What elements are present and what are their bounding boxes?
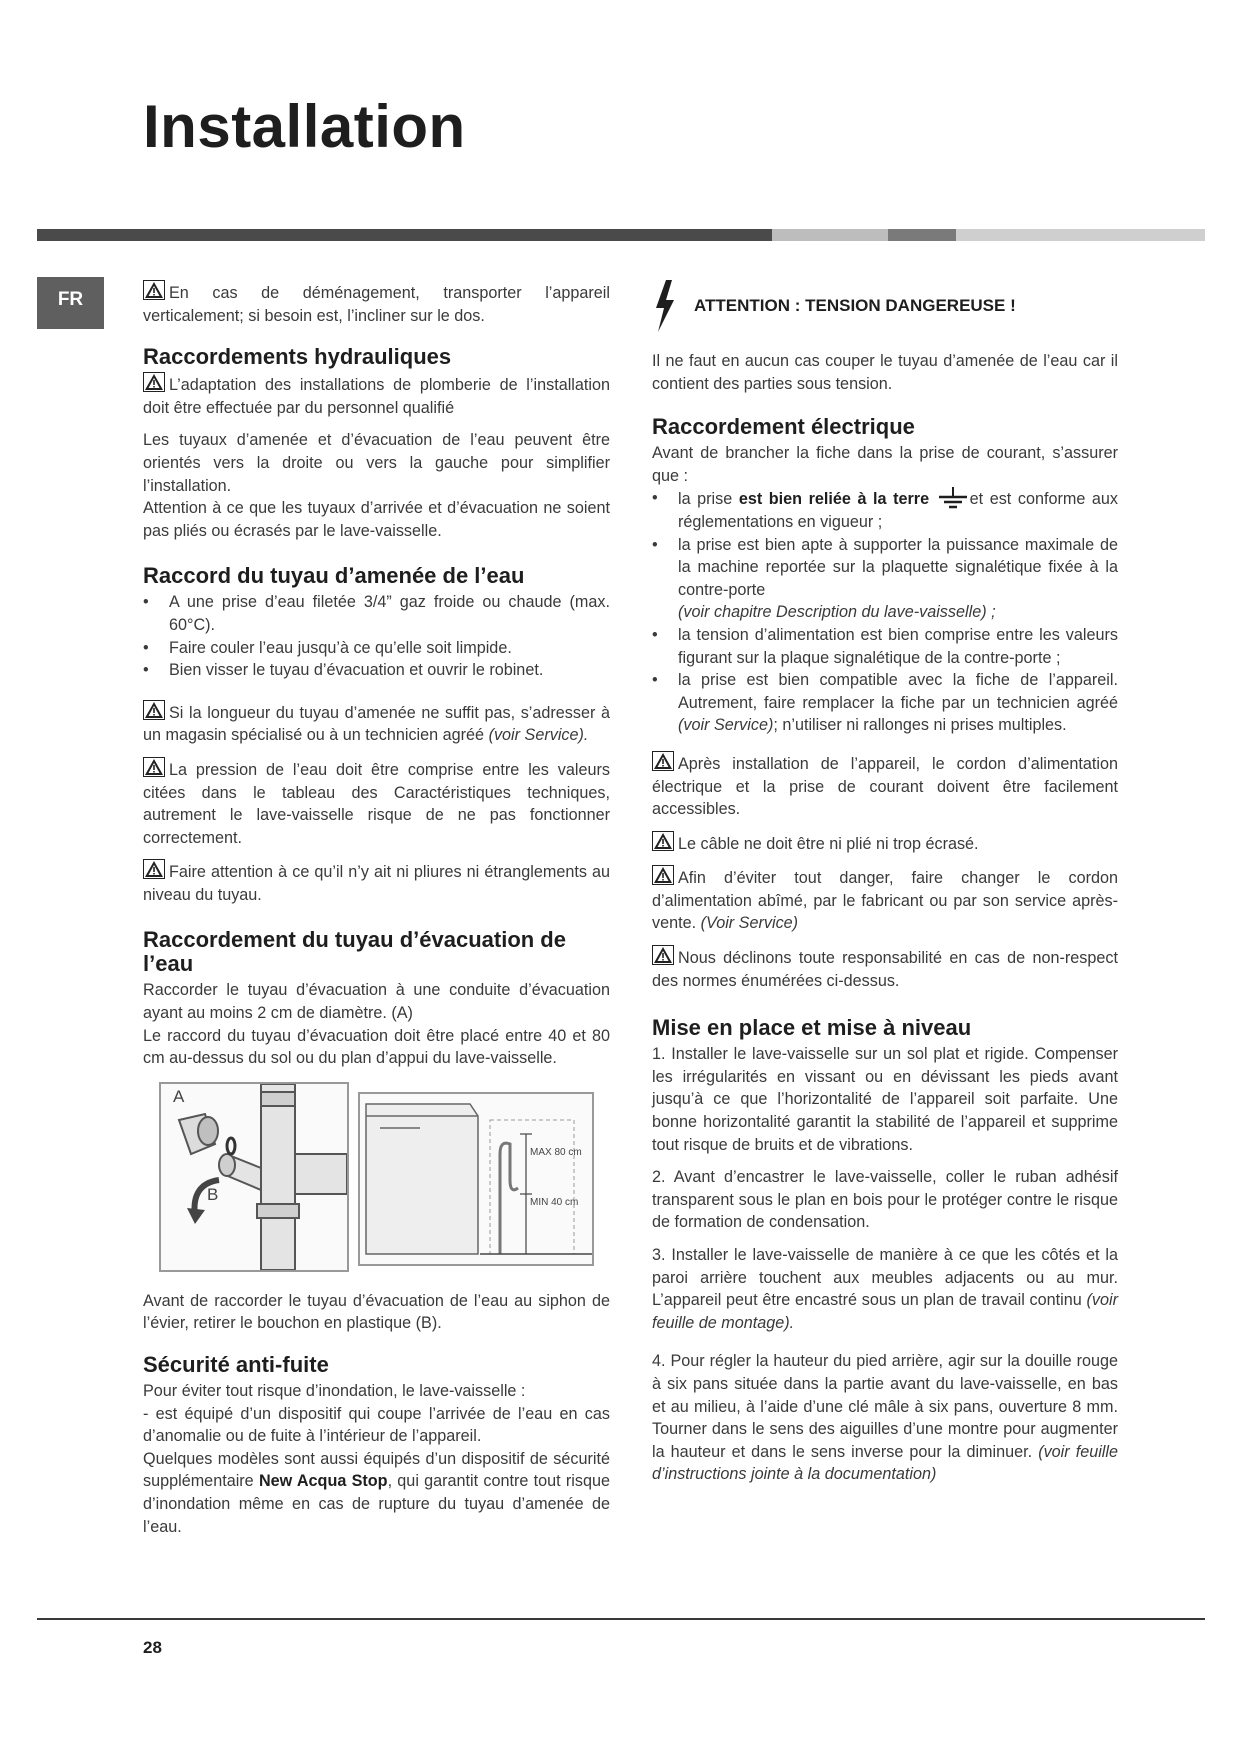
- lightning-bolt-icon: [652, 280, 678, 332]
- list-item: • Faire couler l’eau jusqu’à ce qu’elle soit limpide.: [143, 637, 610, 660]
- safety-p3: [143, 1448, 610, 1538]
- right-column: [652, 280, 1118, 1496]
- warning-icon: [652, 945, 674, 965]
- page-number: 28: [143, 1638, 162, 1657]
- chapter-reference: (voir chapitre Description du lave-vaisselle) ;: [678, 603, 996, 622]
- electric-warning-3-text: Afin d’éviter tout danger, faire changer le cordon d’alimentation abîmé, par le fabricant ou par son service après-vente.: [652, 869, 1118, 933]
- electric-warning-4-text: Nous déclinons toute responsabilité en cas de non-respect des normes énumérées ci-dessus.: [652, 949, 1118, 990]
- drain-p1: Raccorder le tuyau d’évacuation à une conduite d’évacuation ayant au moins 2 cm de diamètre. (A): [143, 981, 610, 1023]
- assembly-sheet-reference: (voir feuille de montage).: [652, 1291, 1119, 1332]
- list-item: • Bien visser le tuyau d’évacuation et ouvrir le robinet.: [143, 659, 610, 682]
- heading-inlet: Raccord du tuyau d’amenée de l’eau: [143, 563, 525, 589]
- instructions-reference: (voir feuille d’instructions jointe à la documentation): [652, 1442, 1118, 1484]
- siphon-drawing: [161, 1084, 347, 1270]
- page-title: Installation: [143, 93, 466, 160]
- header-bar-dark: [37, 229, 772, 241]
- electric-warning-2-text: Le câble ne doit être ni plié ni trop écrasé.: [678, 834, 979, 853]
- inlet-warning-2-text: La pression de l’eau doit être comprise entre les valeurs citées dans le tableau des Caractéristiques techniques, autrement le lave-vaisselle risque de ne pas fonctionner correctement.: [143, 760, 610, 847]
- header-bar-light: [772, 229, 888, 241]
- electric-warning-3: [652, 865, 1118, 935]
- figure-max-label: MAX 80 cm: [530, 1146, 582, 1158]
- item-text-end: ; n’utiliser ni rallonges ni prises multiples.: [773, 716, 1067, 735]
- heading-safety: Sécurité anti-fuite: [143, 1352, 329, 1378]
- header-bar: [37, 229, 1205, 241]
- electric-warning-1-text: Après installation de l’appareil, le cordon d’alimentation électrique et la prise de courant doivent être facilement accessibles.: [652, 754, 1118, 819]
- inlet-warning-1-text: Si la longueur du tuyau d’amenée ne suffit pas, s’adresser à un magasin spécialisé ou à un technicien agréé: [143, 703, 610, 745]
- safety-p3-text-end: , qui garantit contre tout risque d’inondation même en cas de rupture du tuyau d’amenée de l’eau.: [143, 1472, 610, 1536]
- figure-label-b: B: [207, 1184, 219, 1204]
- safety-p3-text: Quelques modèles sont aussi équipés d’un dispositif de sécurité supplémentaire: [143, 1449, 610, 1491]
- figure-label-a: A: [173, 1086, 185, 1106]
- list-item: • la tension d’alimentation est bien comprise entre les valeurs figurant sur la plaque signalétique de la contre-porte ;: [652, 624, 1118, 669]
- leveling-step-2: 2. Avant d’encastrer le lave-vaisselle, coller le ruban adhésif transparent sous le plan en bois pour le protéger contre le risque de formation de condensation.: [652, 1168, 1118, 1232]
- figure-min-label: MIN 40 cm: [530, 1196, 579, 1208]
- heading-leveling: Mise en place et mise à niveau: [652, 1015, 972, 1041]
- attention-block: [652, 280, 1118, 332]
- attention-text: Il ne faut en aucun cas couper le tuyau d’amenée de l’eau car il contient des parties sous tension.: [652, 352, 1118, 393]
- warning-icon: [143, 700, 165, 720]
- warning-icon: [652, 751, 674, 771]
- leveling-step-4-text: 4. Pour régler la hauteur du pied arrière, agir sur la douille rouge à six pans située dans la partie avant du lave-vaisselle, en bas et au milieu, à l’aide d’une clé mâle à six pans, ouverture 8 mm. Tourner dans le sens des aiguilles d’une montre pour augmenter la hauteur et dans le sens inverse pour la diminuer.: [652, 1352, 1118, 1461]
- safety-p1: Pour éviter tout risque d’inondation, le lave-vaisselle :: [143, 1382, 526, 1401]
- item-bold: est bien reliée à la terre: [738, 490, 930, 509]
- electric-warning-1: [652, 751, 1118, 821]
- product-name: New Acqua Stop: [258, 1472, 388, 1491]
- service-reference: (voir Service).: [488, 726, 589, 745]
- hydraulic-p1: Les tuyaux d’amenée et d’évacuation de l’eau peuvent être orientés vers la droite ou vers la gauche pour simplifier l’installation.: [143, 431, 610, 495]
- list-item: • A une prise d’eau filetée 3/4” gaz froide ou chaude (max. 60°C).: [143, 591, 610, 636]
- hydraulic-warning-text: L’adaptation des installations de plomberie de l’installation doit être effectuée par du personnel qualifié: [143, 376, 610, 417]
- item-text: la prise est bien apte à supporter la puissance maximale de la machine reportée sur la plaquette signalétique fixée à la contre-porte: [678, 535, 1118, 599]
- drain-p2: Le raccord du tuyau d’évacuation doit être placé entre 40 et 80 cm au-dessus du sol ou du plan d’appui du lave-vaisselle.: [143, 1026, 610, 1068]
- height-diagram: [358, 1092, 594, 1266]
- electric-list: [652, 487, 1118, 737]
- leveling-step-3: [652, 1244, 1118, 1334]
- warning-icon: [143, 280, 165, 300]
- height-drawing: [360, 1094, 592, 1264]
- attention-title: ATTENTION : TENSION DANGEREUSE !: [694, 295, 1016, 315]
- leveling-step-1: 1. Installer le lave-vaisselle sur un sol plat et rigide. Compenser les irrégularités en vissant ou en dévissant les pieds avant jusqu’à ce que l’horizontalité de l’appareil soit parfaite. Une bonne horizontalité garantit la stabilité de l’appareil et supprime tout risque de bruits et de vibrations.: [652, 1045, 1118, 1154]
- intro-text: En cas de déménagement, transporter l’appareil verticalement; si besoin est, l’incliner sur le dos.: [143, 284, 610, 325]
- heading-electric: Raccordement électrique: [652, 414, 915, 440]
- footer-rule: [37, 1618, 1205, 1620]
- list-item: [652, 669, 1118, 737]
- item-text: la prise est bien compatible avec la fiche de l’appareil. Autrement, faire remplacer la fiche par un technicien agréé: [678, 671, 1118, 712]
- list-item: [652, 487, 1118, 533]
- item-text: la prise: [678, 490, 733, 509]
- heading-hydraulic: Raccordements hydrauliques: [143, 344, 452, 370]
- service-reference: (Voir Service): [700, 914, 799, 933]
- electric-warning-4: [652, 945, 1118, 992]
- inlet-warning-3-text: Faire attention à ce qu’il n’y ait ni pliures ni étranglements au niveau du tuyau.: [143, 863, 610, 904]
- safety-p2: - est équipé d’un dispositif qui coupe l’arrivée de l’eau en cas d’anomalie ou de fuite à l’intérieur de l’appareil.: [143, 1404, 610, 1446]
- leveling-step-4: [652, 1350, 1118, 1486]
- heading-drain: Raccordement du tuyau d’évacuation de l’eau: [143, 927, 566, 977]
- warning-icon: [143, 859, 165, 879]
- inlet-list: [143, 591, 610, 681]
- drain-figure: [143, 1082, 610, 1272]
- warning-icon: [143, 372, 165, 392]
- leveling-step-3-text: 3. Installer le lave-vaisselle de manière à ce que les côtés et la paroi arrière touchent aux meubles adjacents ou au mur. L’appareil peut être encastré sous un plan de travail continu: [652, 1246, 1118, 1310]
- earth-ground-icon: [936, 487, 970, 509]
- electric-intro: Avant de brancher la fiche dans la prise de courant, s’assurer que :: [652, 444, 1118, 485]
- header-bar-pale: [956, 229, 1205, 241]
- left-column: [143, 280, 610, 1548]
- service-reference: (voir Service): [678, 716, 774, 735]
- warning-icon: [652, 831, 674, 851]
- list-item: [652, 534, 1118, 624]
- language-tab: FR: [37, 277, 104, 329]
- header-bar-mid: [888, 229, 956, 241]
- inlet-warning-3: [143, 859, 610, 906]
- electric-warning-2: [652, 831, 1118, 856]
- inlet-warning-1: [143, 700, 610, 747]
- siphon-diagram: [159, 1082, 349, 1272]
- intro-warning: [143, 280, 610, 327]
- inlet-warning-2: [143, 757, 610, 849]
- hydraulic-warning: [143, 372, 610, 419]
- item-text-end: et est conforme aux réglementations en vigueur ;: [678, 490, 1118, 531]
- drain-p3: Avant de raccorder le tuyau d’évacuation de l’eau au siphon de l’évier, retirer le bouchon en plastique (B).: [143, 1291, 610, 1333]
- warning-icon: [143, 757, 165, 777]
- warning-icon: [652, 865, 674, 885]
- hydraulic-p2: Attention à ce que les tuyaux d’arrivée et d’évacuation ne soient pas pliés ou écrasés par le lave-vaisselle.: [143, 499, 610, 540]
